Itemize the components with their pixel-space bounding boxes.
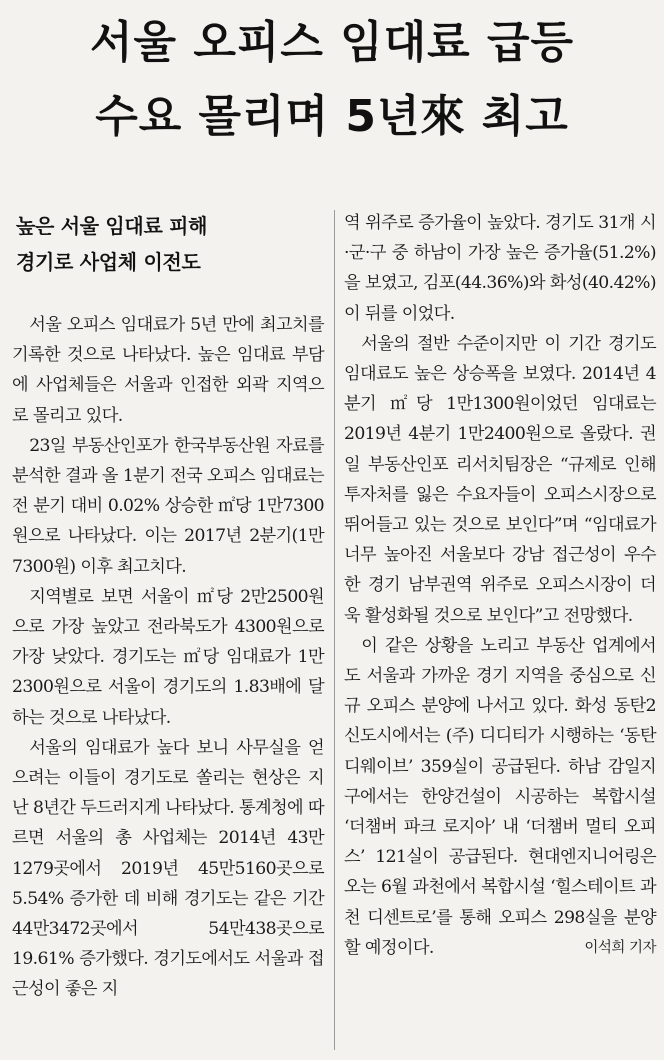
- paragraph-continuation: 역 위주로 증가율이 높았다. 경기도 31개 시·군·구 중 하남이 가장 높은 증가율(51.2%)을 보였고, 김포(44.36%)와 화성(40.42%)이 뒤를 이었다.: [344, 213, 656, 324]
- paragraph: 지역별로 보면 서울이 ㎡당 2만2500원으로 가장 높았고 전라북도가 4300원으로 가장 낮았다. 경기도는 ㎡당 임대료가 1만2300원으로 서울이 경기도의 1.83배에 달하는 것으로 나타났다.: [12, 586, 324, 728]
- article-column-right: [344, 208, 656, 963]
- headline-line-1: 서울 오피스 임대료 급등: [90, 17, 574, 68]
- paragraph: 서울의 절반 수준이지만 이 기간 경기도 임대료도 높은 상승폭을 보였다. 2014년 4분기 ㎡당 1만1300원이었던 임대료는 2019년 4분기 1만2400원으로 올랐다. 권일 부동산인포 리서치팀장은 “규제로 인해 투자처를 잃은 수요자들이 오피스시장으로 뛰어들고 있는 것으로 보인다”며 “임대료가 너무 높아진 서울보다 강남 접근성이 우수한 경기 남부권역 위주로 오피스시장이 더욱 활성화될 것으로 보인다”고 전망했다.: [344, 333, 656, 626]
- paragraph: [344, 631, 656, 963]
- subheadline-line-2: 경기로 사업체 이전도: [16, 250, 201, 274]
- headline: [0, 6, 664, 154]
- subheadline-line-1: 높은 서울 임대료 피해: [16, 214, 208, 238]
- byline: 이석희 기자: [584, 939, 656, 956]
- paragraph: 서울 오피스 임대료가 5년 만에 최고치를 기록한 것으로 나타났다. 높은 임대료 부담에 사업체들은 서울과 인접한 외곽 지역으로 몰리고 있다.: [12, 315, 324, 426]
- headline-line-2: 수요 몰리며 5년來 최고: [95, 91, 569, 142]
- paragraph-text: 이 같은 상황을 노리고 부동산 업계에서도 서울과 가까운 경기 지역을 중심으로 신규 오피스 분양에 나서고 있다. 화성 동탄2신도시에서는 (주) 디디티가 시행하는 ‘동탄 디웨이브’ 359실이 공급된다. 하남 감일지구에서는 한양건설이 시공하는 복합시설 ‘더챔버 파크 로지아’ 내 ‘더챔버 멀티 오피스’ 121실이 공급된다. 현대엔지니어링은 오는 6월 과천에서 복합시설 ‘힐스테이트 과천 디센트로’를 통해 오피스 298실을 분양할 예정이다.: [344, 635, 656, 958]
- article-column-left: [12, 208, 324, 1005]
- subheadline: [12, 208, 324, 280]
- column-divider: [334, 210, 335, 1050]
- paragraph: 23일 부동산인포가 한국부동산원 자료를 분석한 결과 올 1분기 전국 오피스 임대료는 전 분기 대비 0.02% 상승한 ㎡당 1만7300원으로 나타났다. 이는 2017년 2분기(1만7300원) 이후 최고치다.: [12, 435, 324, 577]
- paragraph: 서울의 임대료가 높다 보니 사무실을 얻으려는 이들이 경기도로 쏠리는 현상은 지난 8년간 두드러지게 나타났다. 통계청에 따르면 서울의 총 사업체는 2014년 43만1279곳에서 2019년 45만5160곳으로 5.54% 증가한 데 비해 경기도는 같은 기간 44만3472곳에서 54만438곳으로 19.61% 증가했다. 경기도에서도 서울과 접근성이 좋은 지: [12, 737, 324, 1000]
